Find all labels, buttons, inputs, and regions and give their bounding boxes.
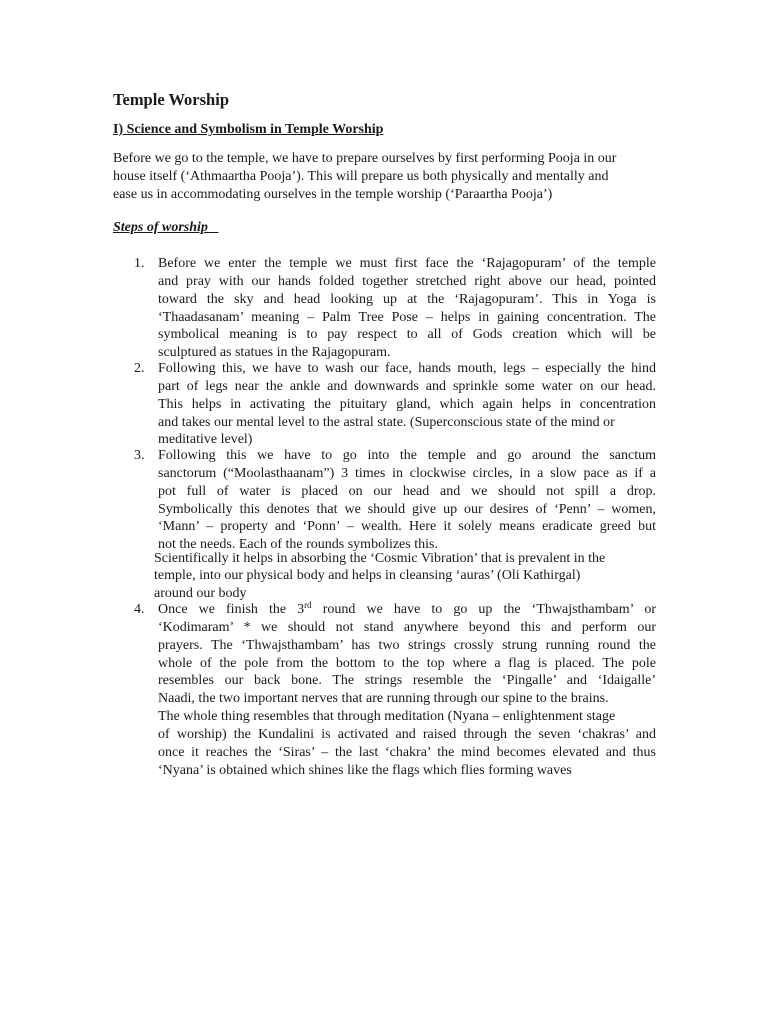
step-line: Following this, we have to wash our face, hands mouth, legs – especially the hind <box>158 361 656 376</box>
intro-line: ease us in accommodating ourselves in the temple worship (‘Paraartha Pooja’) <box>113 187 553 202</box>
step-line: ‘Kodimaram’ * we should not stand anywhere beyond this and perform our <box>158 619 656 635</box>
step-line: meditative level) <box>158 432 253 448</box>
step-line: prayers. The ‘Thwajsthambam’ has two strings crossly strung running round the <box>158 637 656 653</box>
step-line: and pray with our hands folded together stretched right above our head, pointed <box>158 273 656 289</box>
continuation-line: Scientifically it helps in absorbing the ‘Cosmic Vibration’ that is prevalent in the <box>154 551 606 566</box>
step-line: ‘Nyana’ is obtained which shines like the flags which flies forming waves <box>158 762 572 778</box>
document-title: Temple Worship <box>113 90 229 109</box>
intro-paragraph <box>113 150 658 204</box>
step-line: resembles our back bone. The strings resemble the ‘Pingalle’ and ‘Idaigalle’ <box>158 673 656 689</box>
step-line: Before we enter the temple we must first face the ‘Rajagopuram’ of the temple <box>158 256 656 271</box>
step-line-part: round we have to go up the ‘Thwajsthambam’ or <box>311 602 656 617</box>
step-line: symbolical meaning is to pay respect to all of Gods creation which will be <box>158 327 656 343</box>
step-number: 4. <box>134 602 145 617</box>
step-first-line <box>158 601 656 619</box>
intro-line: Before we go to the temple, we have to prepare ourselves by first performing Pooja in our <box>113 151 617 166</box>
step-number: 1. <box>134 256 145 271</box>
step-item-3 <box>134 447 656 554</box>
intro-line: house itself (‘Athmaartha Pooja’). This will prepare us both physically and mentally and <box>113 169 609 184</box>
section-heading: I) Science and Symbolism in Temple Worship <box>113 122 384 137</box>
steps-heading: Steps of worship <box>113 220 219 235</box>
step-number: 3. <box>134 448 145 463</box>
continuation-line: around our body <box>154 585 247 601</box>
step-item-4 <box>134 600 656 779</box>
ordinal-suffix: rd <box>304 600 312 610</box>
step-line: sculptured as statues in the Rajagopuram. <box>158 345 391 361</box>
step-line: ‘Thaadasanam’ meaning – Palm Tree Pose – helps in gaining concentration. The <box>158 309 656 325</box>
step-line: toward the sky and head looking up at the ‘Rajagopuram’. This in Yoga is <box>158 291 656 307</box>
continuation-line: temple, into our physical body and helps in cleansing ‘auras’ (Oli Kathirgal) <box>154 568 581 584</box>
step-line: once it reaches the ‘Siras’ – the last ‘chakra’ the mind becomes elevated and thus <box>158 744 656 760</box>
step-line: The whole thing resembles that through meditation (Nyana – enlightenment stage <box>158 709 616 725</box>
step-item-2 <box>134 360 656 449</box>
step-line: part of legs near the ankle and downwards and sprinkle some water on our head. <box>158 378 656 394</box>
step-3-continuation <box>154 550 654 602</box>
step-line: sanctorum (“Moolasthaanam”) 3 times in clockwise circles, in a slow pace as if a <box>158 465 656 481</box>
step-line: not the needs. Each of the rounds symbolizes this. <box>158 537 438 553</box>
step-line: whole of the pole from the bottom to the top where a flag is placed. The pole <box>158 655 656 671</box>
step-item-1 <box>134 255 656 362</box>
step-number: 2. <box>134 361 145 376</box>
step-line: pot full of water is placed on our head and we should not spill a drop. <box>158 483 656 499</box>
step-line: Symbolically this denotes that we should give up our desires of ‘Penn’ – women, <box>158 501 656 517</box>
step-line: Naadi, the two important nerves that are running through our spine to the brains. <box>158 691 609 707</box>
step-line: This helps in activating the pituitary gland, which again helps in concentration <box>158 396 656 412</box>
step-line-part: Once we finish the 3 <box>158 602 305 617</box>
step-line: Following this we have to go into the temple and go around the sanctum <box>158 448 656 463</box>
step-line: ‘Mann’ – property and ‘Ponn’ – wealth. Here it solely means eradicate greed but <box>158 519 656 535</box>
step-line: of worship) the Kundalini is activated and raised through the seven ‘chakras’ and <box>158 726 656 742</box>
step-line: and takes our mental level to the astral state. (Superconscious state of the mind or <box>158 414 615 430</box>
